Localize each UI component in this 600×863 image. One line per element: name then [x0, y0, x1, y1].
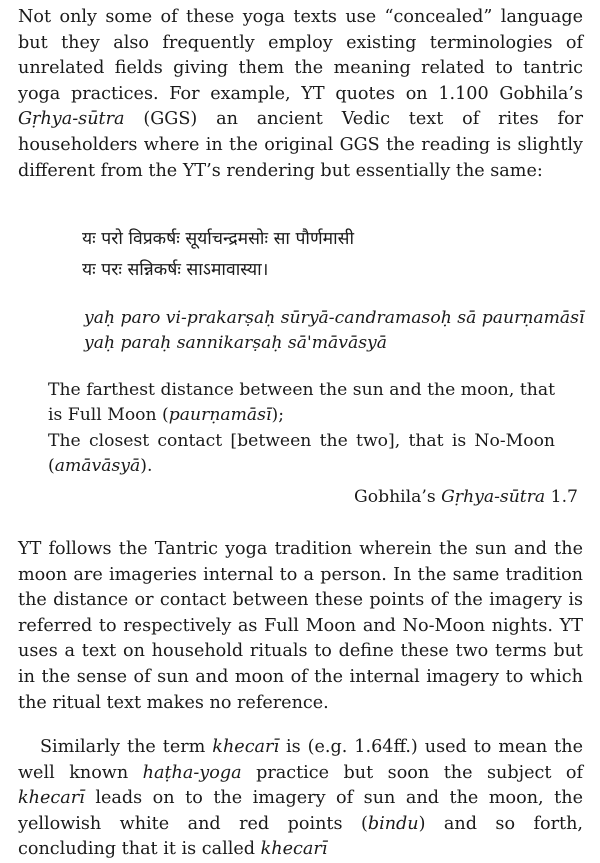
- khecari-term-3: khecarī: [260, 839, 328, 860]
- translation-a-text: The farthest distance between the sun and the moon, that is Full Moon (: [48, 380, 555, 426]
- translation-line-b: [48, 429, 555, 480]
- intro-title-italic: Gṛhya-sūtra: [18, 109, 125, 130]
- translation-block: [48, 378, 555, 480]
- citation-title: Gṛhya-sūtra: [441, 487, 546, 507]
- translation-b-end: ).: [140, 456, 153, 477]
- intro-text-end: (GGS) an ancient Vedic text of rites for householders where in the original GGS the reading is slightly different from the YT’s rendering but essentially the same:: [18, 109, 583, 181]
- translation-b-text: The closest contact [between the two], that is No-Moon (: [48, 430, 555, 477]
- translation-b-italic: amāvāsyā: [54, 456, 141, 477]
- citation-ref: 1.7: [545, 487, 578, 507]
- transliteration-line-2: yaḥ paraḥ sannikarṣaḥ sā'māvāsyā: [84, 333, 387, 353]
- translation-a-italic: paurṇamāsī: [168, 405, 272, 426]
- intro-paragraph: [18, 5, 583, 184]
- citation-author: Gobhila’s: [354, 487, 442, 507]
- tantric-paragraph: YT follows the Tantric yoga tradition wherein the sun and the moon are imageries internal to a person. In the same tradition the distance or contact between these points of the imagery is referred to respectively as Full Moon and No-Moon nights. YT uses a text on household rituals to define these two terms but in the sense of sun and moon of the internal imagery to which the ritual text makes no reference.: [18, 539, 583, 713]
- hatha-yoga-term: haṭha-yoga: [142, 762, 242, 783]
- khecari-term-1: khecarī: [212, 737, 280, 757]
- citation: [354, 485, 578, 510]
- khecari-paragraph: [18, 735, 583, 863]
- sanskrit-line-2: यः परः सन्निकर्षः साऽमावास्या।: [82, 260, 269, 280]
- bindu-term: bindu: [367, 813, 419, 834]
- transliteration-line-1: yaḥ paro vi-prakarṣaḥ sūryā-candramasoḥ sā paurṇamāsī: [84, 308, 585, 328]
- khecari-text-d: leads on to the imagery of sun and the moon, the yellowish white and red points (: [18, 788, 583, 834]
- khecari-text-b: is (e.g. 1.64ff.) used to mean the well known: [18, 737, 583, 783]
- translation-a-end: );: [271, 405, 284, 426]
- khecari-text-a: Similarly the term: [40, 737, 213, 757]
- sanskrit-line-1: यः परो विप्रकर्षः सूर्याचन्द्रमसोः सा पौर्णमासी: [82, 229, 354, 249]
- khecari-text-e: ) and so forth, concluding that it is called: [18, 813, 583, 860]
- translation-line-a: [48, 378, 555, 429]
- khecari-text-c: practice but soon the subject of: [241, 762, 583, 783]
- intro-text: Not only some of these yoga texts use “concealed” language but they also frequently employ existing terminologies of unrelated fields giving them the meaning related to tantric yoga practices. For example, YT quotes on 1.100 Gobhila’s: [18, 7, 583, 104]
- khecari-term-2: khecarī: [18, 788, 85, 809]
